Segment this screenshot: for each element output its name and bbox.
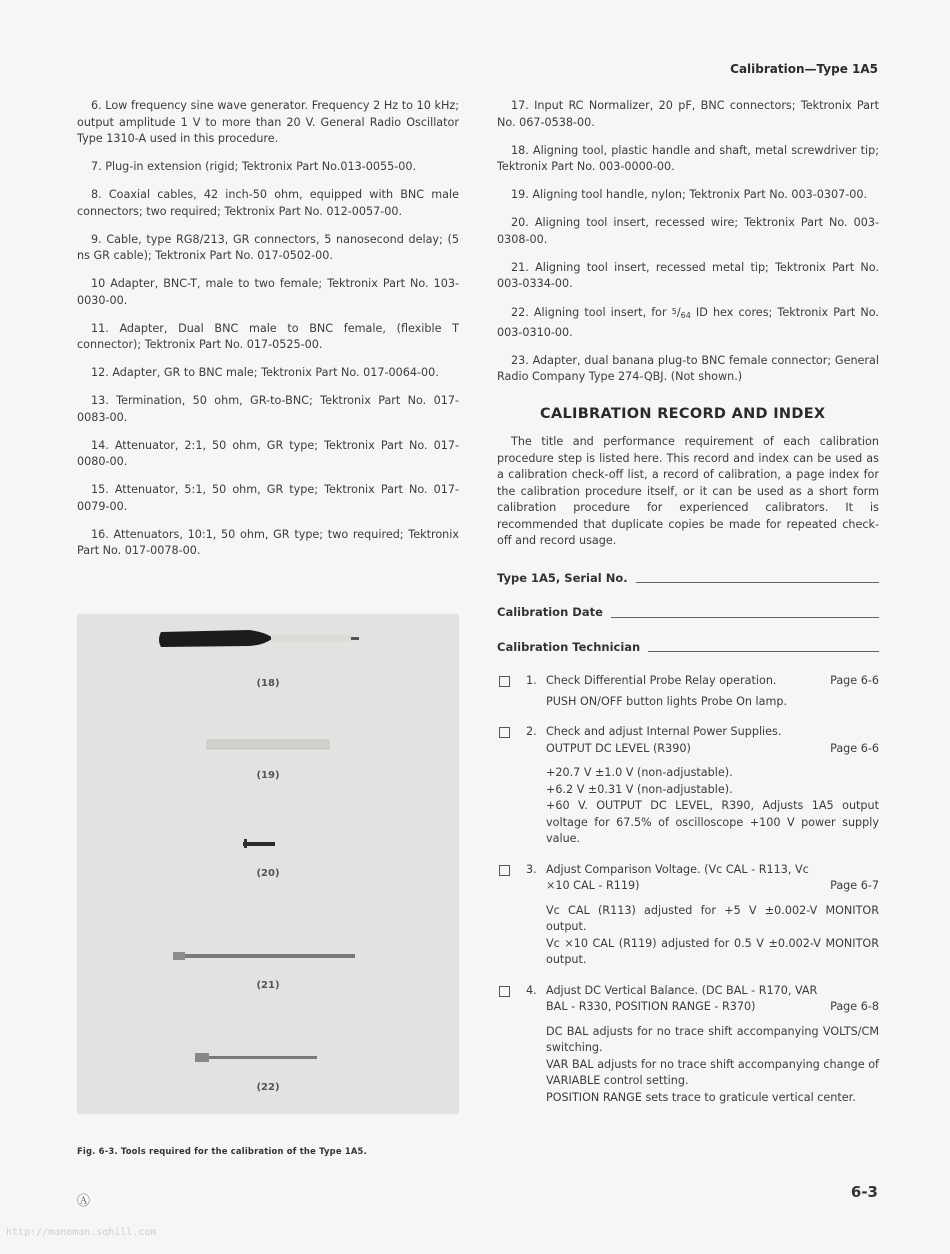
step-number: 3.: [526, 862, 537, 876]
checkbox[interactable]: [499, 865, 510, 876]
page-reference: Page 6-7: [830, 879, 879, 892]
aligning-tool-20: [243, 839, 275, 848]
step-detail: Vc CAL (R113) adjusted for +5 V ±0.002-V MONITOR output.: [546, 903, 879, 933]
figure-caption: Fig. 6-3. Tools required for the calibration of the Type 1A5.: [77, 1146, 367, 1156]
equipment-item: 7. Plug-in extension (rigid; Tektronix Part No.013-0055-00.: [91, 160, 417, 173]
aligning-tool-19: [207, 740, 329, 749]
figure-label-18: (18): [256, 678, 280, 689]
figure-label-22: (22): [256, 1082, 280, 1093]
equipment-item: 10 Adapter, BNC-T, male to two female; Tektronix Part No. 103-0030-00.: [77, 277, 459, 307]
figure-label-20: (20): [256, 868, 280, 879]
figure-label-21: (21): [256, 980, 280, 991]
step-detail: Vc ×10 CAL (R119) adjusted for 0.5 V ±0.002-V MONITOR output.: [546, 936, 879, 966]
section-intro: The title and performance requirement of each calibration procedure step is listed here. This record and index can be used as a calibration check-off list, a record of calibration, a page index for the calibration procedure itself, or it can be used as a short form calibration procedure for experienced calibrators. It is recommended that duplicate copies be made for repeated check-off and record usage.: [497, 435, 879, 547]
checkbox[interactable]: [499, 986, 510, 997]
equipment-item: 22. Aligning tool insert, for 5/64 ID hex cores; Tektronix Part No. 003-0310-00.: [497, 306, 879, 339]
page-reference: Page 6-6: [830, 741, 879, 755]
checkbox[interactable]: [499, 727, 510, 738]
checkbox[interactable]: [499, 676, 510, 687]
step-detail: DC BAL adjusts for no trace shift accompanying VOLTS/CM switching.: [546, 1024, 879, 1054]
watermark: http://manoman.sqhill.com: [6, 1227, 157, 1238]
serial-field-label: Type 1A5, Serial No.: [497, 570, 628, 585]
tools-photo: [77, 614, 459, 1114]
equipment-item: 9. Cable, type RG8/213, GR connectors, 5 nanosecond delay; (5 ns GR cable); Tektronix Part No. 017-0502-00.: [77, 232, 459, 262]
equipment-item: 16. Attenuators, 10:1, 50 ohm, GR type; two required; Tektronix Part No. 017-0078-00.: [77, 527, 459, 557]
technician-field-line[interactable]: [648, 651, 879, 652]
step-number: 2.: [526, 725, 537, 738]
equipment-item: 15. Attenuator, 5:1, 50 ohm, GR type; Tektronix Part No. 017-0079-00.: [77, 483, 459, 513]
equipment-item: 17. Input RC Normalizer, 20 pF, BNC connectors; Tektronix Part No. 067-0538-00.: [497, 99, 879, 129]
fraction-denominator: 64: [680, 311, 691, 320]
aligning-tool-18: [159, 630, 359, 647]
date-field[interactable]: [497, 604, 879, 621]
technician-field-label: Calibration Technician: [497, 639, 641, 654]
step-detail: POSITION RANGE sets trace to graticule vertical center.: [546, 1090, 856, 1104]
item22-text-post: ID hex cores; Tektronix Part No. 003-0310-00.: [497, 306, 879, 339]
checklist-item: [497, 724, 879, 848]
equipment-item: 21. Aligning tool insert, recessed metal tip; Tektronix Part No. 003-0334-00.: [497, 260, 879, 290]
equipment-item: 6. Low frequency sine wave generator. Frequency 2 Hz to 10 kHz; output amplitude 1 V to more than 20 V. General Radio Oscillator Type 1310-A used in this procedure.: [77, 99, 459, 145]
step-number: 4.: [526, 983, 537, 997]
item22-text-pre: 22. Aligning tool insert, for: [511, 306, 672, 319]
step-detail: +6.2 V ±0.31 V (non-adjustable).: [546, 782, 733, 796]
equipment-item: 23. Adapter, dual banana plug-to BNC female connector; General Radio Company Type 274-QBJ. (Not shown.): [497, 353, 879, 383]
technician-field[interactable]: [497, 639, 879, 656]
step-number: 1.: [526, 674, 537, 687]
aligning-tool-22: [195, 1053, 317, 1062]
page-reference: Page 6-8: [830, 1000, 879, 1013]
equipment-item: 12. Adapter, GR to BNC male; Tektronix Part No. 017-0064-00.: [91, 366, 439, 379]
step-title: Adjust Comparison Voltage. (Vc CAL - R113, Vc ×10 CAL - R119): [546, 862, 809, 892]
step-title: Check Differential Probe Relay operation.: [546, 674, 777, 687]
equipment-item: 20. Aligning tool insert, recessed wire; Tektronix Part No. 003-0308-00.: [497, 216, 879, 246]
checklist-item: [497, 862, 879, 969]
equipment-item: 19. Aligning tool handle, nylon; Tektronix Part No. 003-0307-00.: [511, 188, 868, 201]
tools-illustration: [77, 614, 459, 1114]
figure-label-19: (19): [256, 770, 280, 781]
step-detail: +20.7 V ±1.0 V (non-adjustable).: [546, 766, 733, 779]
serial-field-line[interactable]: [636, 582, 879, 583]
equipment-item: 13. Termination, 50 ohm, GR-to-BNC; Tektronix Part No. 017-0083-00.: [77, 394, 459, 424]
equipment-item: 14. Attenuator, 2:1, 50 ohm, GR type; Tektronix Part No. 017-0080-00.: [77, 438, 459, 468]
right-column: [497, 98, 879, 1116]
left-column: [77, 98, 459, 571]
date-field-label: Calibration Date: [497, 605, 603, 619]
running-header: Calibration—Type 1A5: [730, 62, 878, 76]
aligning-tool-21: [173, 952, 355, 960]
step-detail: +60 V. OUTPUT DC LEVEL, R390, Adjusts 1A5 output voltage for 67.5% of oscilloscope +100 V power supply value.: [546, 799, 879, 845]
page-number: 6-3: [850, 1183, 878, 1201]
step-title: Adjust DC Vertical Balance. (DC BAL - R170, VAR BAL - R330, POSITION RANGE - R370): [546, 983, 818, 1013]
step-detail: PUSH ON/OFF button lights Probe On lamp.: [546, 694, 788, 708]
tektronix-logo-icon: Ⓐ: [77, 1194, 91, 1209]
step-title: Check and adjust Internal Power Supplies. OUTPUT DC LEVEL (R390): [546, 725, 782, 755]
step-detail: VAR BAL adjusts for no trace shift accompanying change of VARIABLE control setting.: [546, 1057, 879, 1087]
date-field-line[interactable]: [611, 617, 879, 618]
section-title: CALIBRATION RECORD AND INDEX: [540, 405, 826, 422]
equipment-item: 11. Adapter, Dual BNC male to BNC female, (flexible T connector); Tektronix Part No. 017-0525-00.: [77, 321, 459, 351]
fraction-numerator: 5: [671, 307, 677, 316]
checklist-item: [497, 673, 879, 710]
page-reference: Page 6-6: [830, 674, 879, 687]
equipment-item: 8. Coaxial cables, 42 inch-50 ohm, equipped with BNC male connectors; two required; Tektronix Part No. 012-0057-00.: [77, 188, 459, 218]
serial-field[interactable]: [497, 570, 879, 587]
equipment-item: 18. Aligning tool, plastic handle and shaft, metal screwdriver tip; Tektronix Part No. 003-0000-00.: [497, 143, 879, 173]
checklist-item: [497, 983, 879, 1107]
